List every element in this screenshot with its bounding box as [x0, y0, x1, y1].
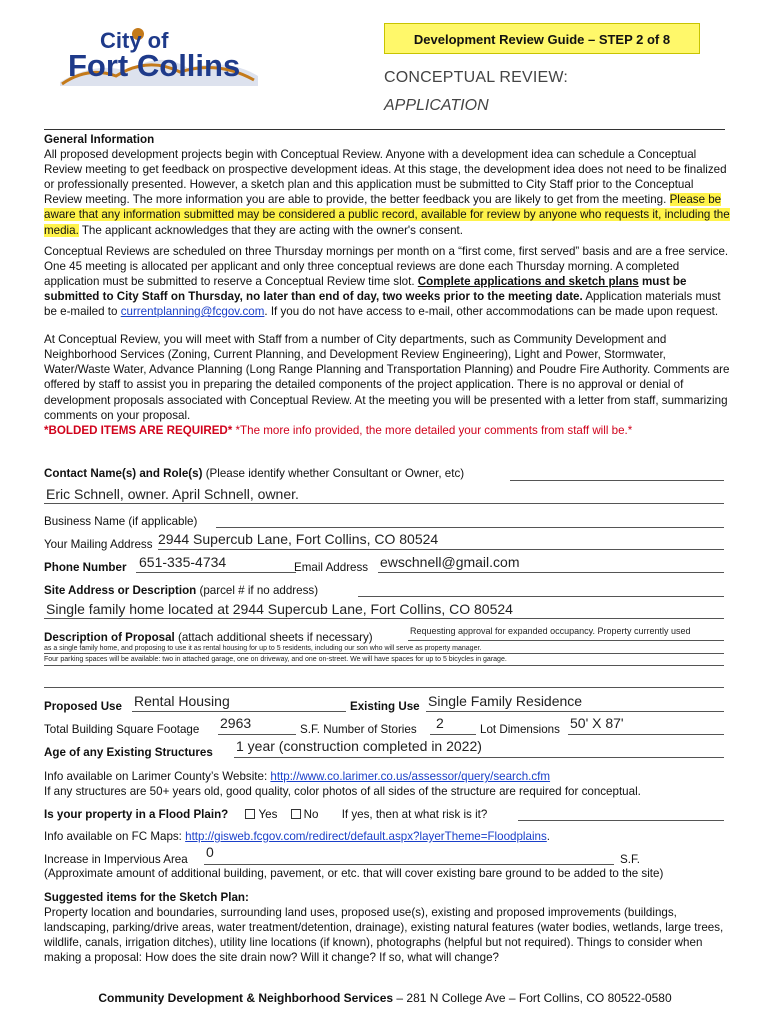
phone-line [136, 572, 296, 573]
mailing-label: Your Mailing Address [44, 538, 153, 551]
sqft-line [218, 734, 296, 735]
contact-hint: (Please identify whether Consultant or Owner, etc) [202, 467, 465, 480]
flood-risk-field[interactable] [518, 820, 724, 821]
general-info-section [44, 132, 732, 438]
larimer-link[interactable]: http://www.co.larimer.co.us/assessor/query/search.cfm [270, 770, 551, 783]
age-field[interactable]: 1 year (construction completed in 2022) [236, 738, 482, 754]
photo-note: If any structures are 50+ years old, good quality, color photos of all sides of the structure are required for conceptual. [44, 785, 641, 798]
required-bold-note: *BOLDED ITEMS ARE REQUIRED* [44, 423, 233, 437]
public-record-notice: Please be aware that any information submitted may be considered a public record, available for review by anyone who requests it, including the media. [44, 193, 730, 237]
logo-line1: City of [100, 28, 169, 53]
flood-yes-option[interactable] [245, 808, 277, 821]
lot-line [568, 734, 724, 735]
age-line [234, 757, 724, 758]
flood-row [44, 807, 487, 822]
desc-line-2 [44, 653, 724, 654]
desc-label-row [44, 630, 373, 645]
sqft-label: Total Building Square Footage [44, 723, 200, 736]
impervious-line [204, 864, 614, 865]
impervious-unit: S.F. [620, 853, 640, 866]
submission-requirement: Complete applications and sketch plans [417, 274, 639, 288]
lot-field[interactable]: 50' X 87' [570, 715, 624, 731]
desc-hint: (attach additional sheets if necessary) [174, 631, 373, 644]
existing-line [426, 711, 724, 712]
page-footer [0, 991, 770, 1005]
site-hint: (parcel # if no address) [196, 584, 319, 597]
sf-stories-label: S.F. Number of Stories [300, 723, 417, 736]
email-field[interactable]: ewschnell@gmail.com [380, 554, 520, 570]
desc-line-1 [408, 640, 724, 641]
sqft-field[interactable]: 2963 [220, 715, 252, 731]
email-accommodation: . If you do not have access to e-mail, other accommodations can be made upon request. [264, 305, 719, 319]
site-field[interactable]: Single family home located at 2944 Supercub Lane, Fort Collins, CO 80524 [46, 601, 513, 617]
email-line [378, 572, 724, 573]
flood-yes-checkbox[interactable] [245, 809, 255, 819]
general-info-paragraph-1 [44, 147, 732, 238]
mailing-field[interactable]: 2944 Supercub Lane, Fort Collins, CO 80524 [158, 531, 439, 547]
larimer-text: Info available on Larimer County’s Website: [44, 770, 271, 783]
stories-line [430, 734, 476, 735]
site-line-top [358, 596, 724, 597]
flood-label: Is your property in a Flood Plain? [44, 808, 229, 821]
age-label: Age of any Existing Structures [44, 746, 213, 759]
fcmaps-text: Info available on FC Maps: [44, 830, 186, 843]
required-note [44, 423, 732, 438]
footer-address: – 281 N College Ave – Fort Collins, CO 80522-0580 [393, 991, 672, 1005]
city-logo [58, 20, 308, 100]
lot-label: Lot Dimensions [480, 723, 560, 736]
sketch-plan-heading: Suggested items for the Sketch Plan: [44, 891, 249, 904]
header-divider [44, 129, 725, 130]
sketch-plan-section [44, 890, 732, 965]
email-link[interactable]: currentplanning@fcgov.com [120, 305, 265, 319]
phone-field[interactable]: 651-335-4734 [139, 554, 227, 570]
business-field[interactable] [216, 527, 724, 528]
stories-field[interactable]: 2 [436, 715, 444, 731]
impervious-field[interactable]: 0 [206, 844, 214, 860]
mailing-line [158, 549, 724, 550]
desc-field-1[interactable]: Requesting approval for expanded occupancy. Property currently used [410, 626, 691, 636]
page-title: CONCEPTUAL REVIEW: [384, 69, 569, 86]
general-info-heading: General Information [44, 133, 155, 146]
para2-text: Conceptual Reviews are scheduled on three Thursday mornings per month on a “first come, first served” basis and are a free service. One 45 meeting is allocated per applicant and only three conceptual reviews are done each Thursday morning. A completed application must be submitted to reserve a Conceptual Review time slot. [44, 244, 729, 288]
desc-line-3 [44, 665, 724, 666]
contact-line [44, 503, 724, 504]
proposed-line [132, 711, 346, 712]
email-label: Email Address [294, 561, 369, 574]
flood-risk-label: If yes, then at what risk is it? [341, 808, 488, 821]
phone-label: Phone Number [44, 561, 127, 574]
flood-no-option[interactable] [291, 808, 319, 821]
proposed-field[interactable]: Rental Housing [134, 693, 230, 709]
submission-deadline: must be submitted to City Staff on Thursday, no later than end of day, two weeks prior to the meeting date. [44, 274, 687, 303]
contact-label-row [44, 466, 464, 481]
desc-field-3[interactable]: Four parking spaces will be available: two in attached garage, one on driveway, and one on-street. We will have spaces for up to 5 bicycles in garage. [44, 656, 507, 663]
page-subtitle: APPLICATION [384, 97, 489, 114]
sketch-plan-body: Property location and boundaries, surrounding land uses, proposed use(s), existing and proposed improvements (buildings, landscaping, parking/drive areas, water treatment/detention, drainage), existing natural features (water bodies, wetlands, large trees, wildlife, canals, irrigation ditches), utility line locations (if known), photographs (helpful but not required). Things to consider when making a proposal: How does the site drain now? Will it change? If so, what will change? [44, 906, 724, 965]
general-info-paragraph-2 [44, 244, 732, 319]
footer-department: Community Development & Neighborhood Services [98, 991, 394, 1005]
existing-field[interactable]: Single Family Residence [428, 693, 583, 709]
site-label: Site Address or Description [44, 584, 197, 597]
proposed-label: Proposed Use [44, 700, 122, 713]
existing-label: Existing Use [350, 700, 420, 713]
fcmaps-row [44, 829, 550, 844]
site-line [44, 618, 724, 619]
flood-no-checkbox[interactable] [291, 809, 301, 819]
site-label-row [44, 583, 318, 598]
desc-label: Description of Proposal [44, 631, 175, 644]
business-label: Business Name (if applicable) [44, 515, 198, 528]
logo-line2: Fort Collins [68, 48, 241, 83]
para1-text: All proposed development projects begin with Conceptual Review. Anyone with a development idea can schedule a Conceptual Review meeting to get feedback on prospective development ideas. At this stage, the development idea does not need to be finalized or professionally presented. However, a sketch plan and this application must be submitted to City Staff prior to the Conceptual Review meeting. The more information you are able to provide, the better feedback you are likely to get from the meeting. [44, 148, 727, 207]
impervious-note: (Approximate amount of additional building, pavement, or etc. that will cover existing bare ground to be added to the site) [44, 867, 664, 880]
flood-no-label: No [303, 808, 319, 821]
contact-label: Contact Name(s) and Role(s) [44, 467, 203, 480]
impervious-label: Increase in Impervious Area [44, 853, 188, 866]
contact-line-top [510, 480, 724, 481]
flood-yes-label: Yes [258, 808, 278, 821]
step-indicator: Development Review Guide – STEP 2 of 8 [384, 23, 700, 54]
general-info-paragraph-3: At Conceptual Review, you will meet with Staff from a number of City departments, such as Community Development and Neighborhood Services (Zoning, Current Planning, and Development Review Engineering), Light and Power, Stormwater, Water/Waste Water, Advance Planning (Long Range Planning and Transportation Planning) and Poudre Fire Authority. Comments are offered by staff to assist you in preparing the detailed components of the project application. There is no approval or denial of development proposals associated with Conceptual Review. At the meeting you will be presented with a letter from staff, summarizing comments on your proposal. [44, 333, 730, 422]
desc-line-4 [44, 687, 724, 688]
required-more-info: *The more info provided, the more detailed your comments from staff will be.* [232, 423, 633, 437]
email-instruction: Application materials must be e-mailed to [44, 289, 721, 319]
larimer-row [44, 769, 550, 784]
fcmaps-link[interactable]: http://gisweb.fcgov.com/redirect/default.aspx?layerTheme=Floodplains [185, 830, 547, 843]
owner-consent-text: The applicant acknowledges that they are acting with the owner's consent. [81, 223, 463, 237]
contact-field[interactable]: Eric Schnell, owner. April Schnell, owner. [46, 486, 299, 502]
desc-field-2[interactable]: as a single family home, and proposing to use it as rental housing for up to 5 residents, including our son who will serve as property manager. [44, 645, 482, 652]
fcmaps-end: . [546, 830, 551, 843]
